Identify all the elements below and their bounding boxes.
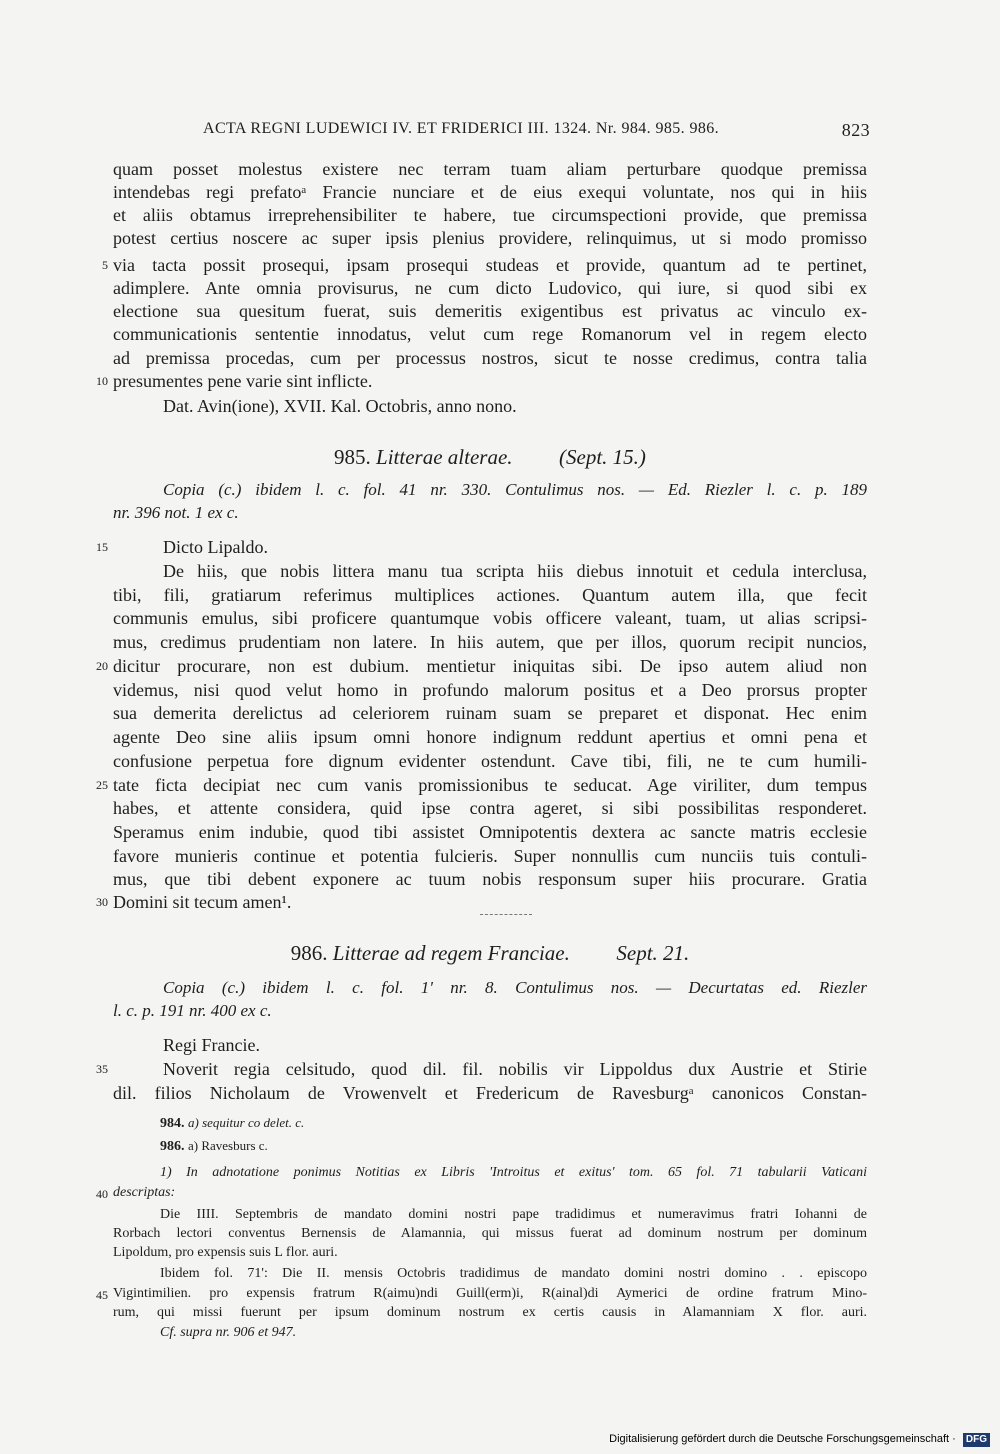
funding-notice: Digitalisierung gefördert durch die Deutsche Forschungsgemeinschaft · xyxy=(609,1433,956,1445)
line-number: 45 xyxy=(96,1288,108,1302)
source-note: Copia (c.) ibidem l. c. fol. 41 nr. 330. Contulimus nos. — Ed. Riezler l. c. p. 189 xyxy=(163,480,867,499)
text-line: videmus, nisi quod velut homo in profundo malorum positus et a Deo prorsus propter xyxy=(113,680,867,700)
footnote-line: Die IIII. Septembris de mandato domini nostri pape tradidimus et numeravimus fratri Iohanni de xyxy=(160,1207,867,1222)
footnote-line xyxy=(160,1323,867,1343)
line-number: 15 xyxy=(96,540,108,554)
footnote-984 xyxy=(160,1113,867,1134)
section-divider xyxy=(480,914,532,915)
document-number: 986. xyxy=(290,941,328,965)
text-line: ad premissa procedas, cum per processus nostros, sicut te nosse credimus, contra talia xyxy=(113,348,867,368)
address-line: Regi Francie. xyxy=(163,1035,260,1055)
text-line: intendebas regi prefatoᵃ Francie nunciare et de eius exequi voluntate, nos qui in hiis xyxy=(113,182,867,202)
text-line: mus, credimus prudentiam non latere. In hiis autem, que per illos, quorum recipit nuncios, xyxy=(113,632,867,652)
footnote-number: 984. xyxy=(160,1116,185,1131)
footnote-text: a) Ravesburs c. xyxy=(188,1138,268,1153)
running-title: ACTA REGNI LUDEWICI IV. ET FRIDERICI III. 1324. Nr. 984. 985. 986. xyxy=(203,120,720,137)
dfg-logo: DFG xyxy=(963,1433,990,1447)
document-date: Sept. 21. xyxy=(616,941,690,965)
footnote-line: Lipoldum, pro expensis suis L flor. auri. xyxy=(113,1245,338,1260)
line-number: 30 xyxy=(96,895,108,909)
text-line: sua demerita derelictus ad celeriorem ruinam suam se preparet et disponat. Hec enim xyxy=(113,703,867,723)
footnote-1-intro xyxy=(113,1183,867,1203)
line-number: 20 xyxy=(96,659,108,673)
source-note: Copia (c.) ibidem l. c. fol. 1' nr. 8. Contulimus nos. — Decurtatas ed. Riezler xyxy=(163,978,867,997)
line-number: 35 xyxy=(96,1062,108,1076)
text-line: Noverit regia celsitudo, quod dil. fil. nobilis vir Lippoldus dux Austrie et Stirie xyxy=(163,1059,867,1079)
line-number: 25 xyxy=(96,778,108,792)
document-date: (Sept. 15.) xyxy=(559,445,646,469)
footnote-text: 1) In adnotatione ponimus Notitias ex Libris 'Introitus et exitus' tom. 65 fol. 71 tabularii Vaticani xyxy=(160,1165,867,1180)
digitization-footer xyxy=(609,1430,990,1448)
text-line: mus, que tibi debent exponere ac tuum nobis responsum super hiis procurare. Gratia xyxy=(113,869,867,889)
footnote-text: Cf. supra nr. 906 et 947. xyxy=(160,1325,297,1340)
page-header xyxy=(113,118,870,142)
document-986-title xyxy=(113,940,867,966)
text-line: presumentes pene varie sint inflicte. xyxy=(113,371,373,391)
line-number: 40 xyxy=(96,1187,108,1201)
footnote-line: Vigintimilien. pro expensis fratrum R(aimu)ndi Guill(erm)i, R(ainal)di Aymerici de ordine fratrum Mino- xyxy=(113,1286,867,1301)
text-line: De hiis, que nobis littera manu tua scripta hiis diebus innotuit et cedula interclusa, xyxy=(163,561,867,581)
line-number: 5 xyxy=(102,258,108,272)
source-note: l. c. p. 191 nr. 400 ex c. xyxy=(113,1001,272,1020)
text-line: adimplere. Ante omnia provisurus, ne cum dicto Ludovico, qui iure, si quod sibi ex xyxy=(113,278,867,298)
document-985-title xyxy=(113,444,867,470)
footnote-text: a) sequitur co delet. c. xyxy=(188,1115,305,1130)
text-line: habes, et attente considera, quid ipse contra ageret, si sibi possibilitas responderet. xyxy=(113,798,867,818)
text-line: quam posset molestus existere nec terram tuam aliam perturbare quodque premissa xyxy=(113,159,867,179)
document-heading: Litterae alterae. xyxy=(376,445,513,469)
line-number: 10 xyxy=(96,374,108,388)
text-line: dicitur procurare, non est dubium. mentietur iniquitas sibi. De ipso autem aliud non xyxy=(113,656,867,676)
text-line: Speramus enim indubie, quod tibi assistet Omnipotentis dextera ac sancte matris ecclesie xyxy=(113,822,867,842)
text-line: via tacta possit prosequi, ipsam prosequi studeas et provide, quantum ad te pertinet, xyxy=(113,255,867,275)
text-line: communis emulus, sibi proficere quantumque vobis officere valeant, tuam, ut alias scripsi- xyxy=(113,608,867,628)
page-number: 823 xyxy=(841,120,870,140)
document-heading: Litterae ad regem Franciae. xyxy=(332,941,570,965)
text-line: tate ficta decipiat nec cum vanis promissionibus te seducat. Age viriliter, dum tempus xyxy=(113,775,867,795)
text-line: confusione perpetua fore dignum evidenter ostendunt. Cave tibi, fili, ne te cum humili- xyxy=(113,751,867,771)
text-line: Domini sit tecum amen¹. xyxy=(113,892,292,912)
text-line: dil. filios Nicholaum de Vrowenvelt et Fredericum de Ravesburgᵃ canonicos Constan- xyxy=(113,1083,867,1103)
footnote-line: rum, qui missi fuerunt per ipsum dominum nostrum ex certis causis in Alamanniam X flor. auri. xyxy=(113,1305,867,1320)
text-line: et aliis obtamus irreprehensibiliter te habere, tue circumspectioni provide, que premissa xyxy=(113,205,867,225)
footnote-text: descriptas: xyxy=(113,1185,176,1200)
footnote-986 xyxy=(160,1136,867,1157)
document-number: 985. xyxy=(334,445,371,469)
text-line: communicationis sententie innodatus, velut cum rege Romanorum vel in regem electo xyxy=(113,324,867,344)
dating-clause: Dat. Avin(ione), XVII. Kal. Octobris, anno nono. xyxy=(163,396,517,416)
footnote-line: Rorbach lectori conventus Bernensis de Alamannia, qui missus fuerat ad dominum nostrum per dominum xyxy=(113,1226,867,1241)
text-line: tibi, fili, gratiarum referimus multiplices actiones. Quantum autem illa, que fecit xyxy=(113,585,867,605)
text-line: agente Deo sine aliis ipsum omni honore indignum reddunt apertius et omni pena et xyxy=(113,727,867,747)
source-note: nr. 396 not. 1 ex c. xyxy=(113,503,239,522)
footnote-1-intro xyxy=(160,1163,867,1183)
text-line: favore munieris continue et potentia fulcieris. Super nonnullis cum nunciis tuis contuli- xyxy=(113,846,867,866)
footnote-number: 986. xyxy=(160,1139,185,1154)
address-line: Dicto Lipaldo. xyxy=(163,537,268,557)
text-line: potest certius noscere ac super ipsis plenius providere, relinquimus, ut si modo promisso xyxy=(113,228,867,248)
text-line: electione sua quesitum fuerat, suis demeritis exigentibus est privatus ac vinculo ex- xyxy=(113,301,867,321)
footnote-line: Ibidem fol. 71': Die II. mensis Octobris tradidimus de mandato domini nostri domino . . episcopo xyxy=(160,1266,867,1281)
